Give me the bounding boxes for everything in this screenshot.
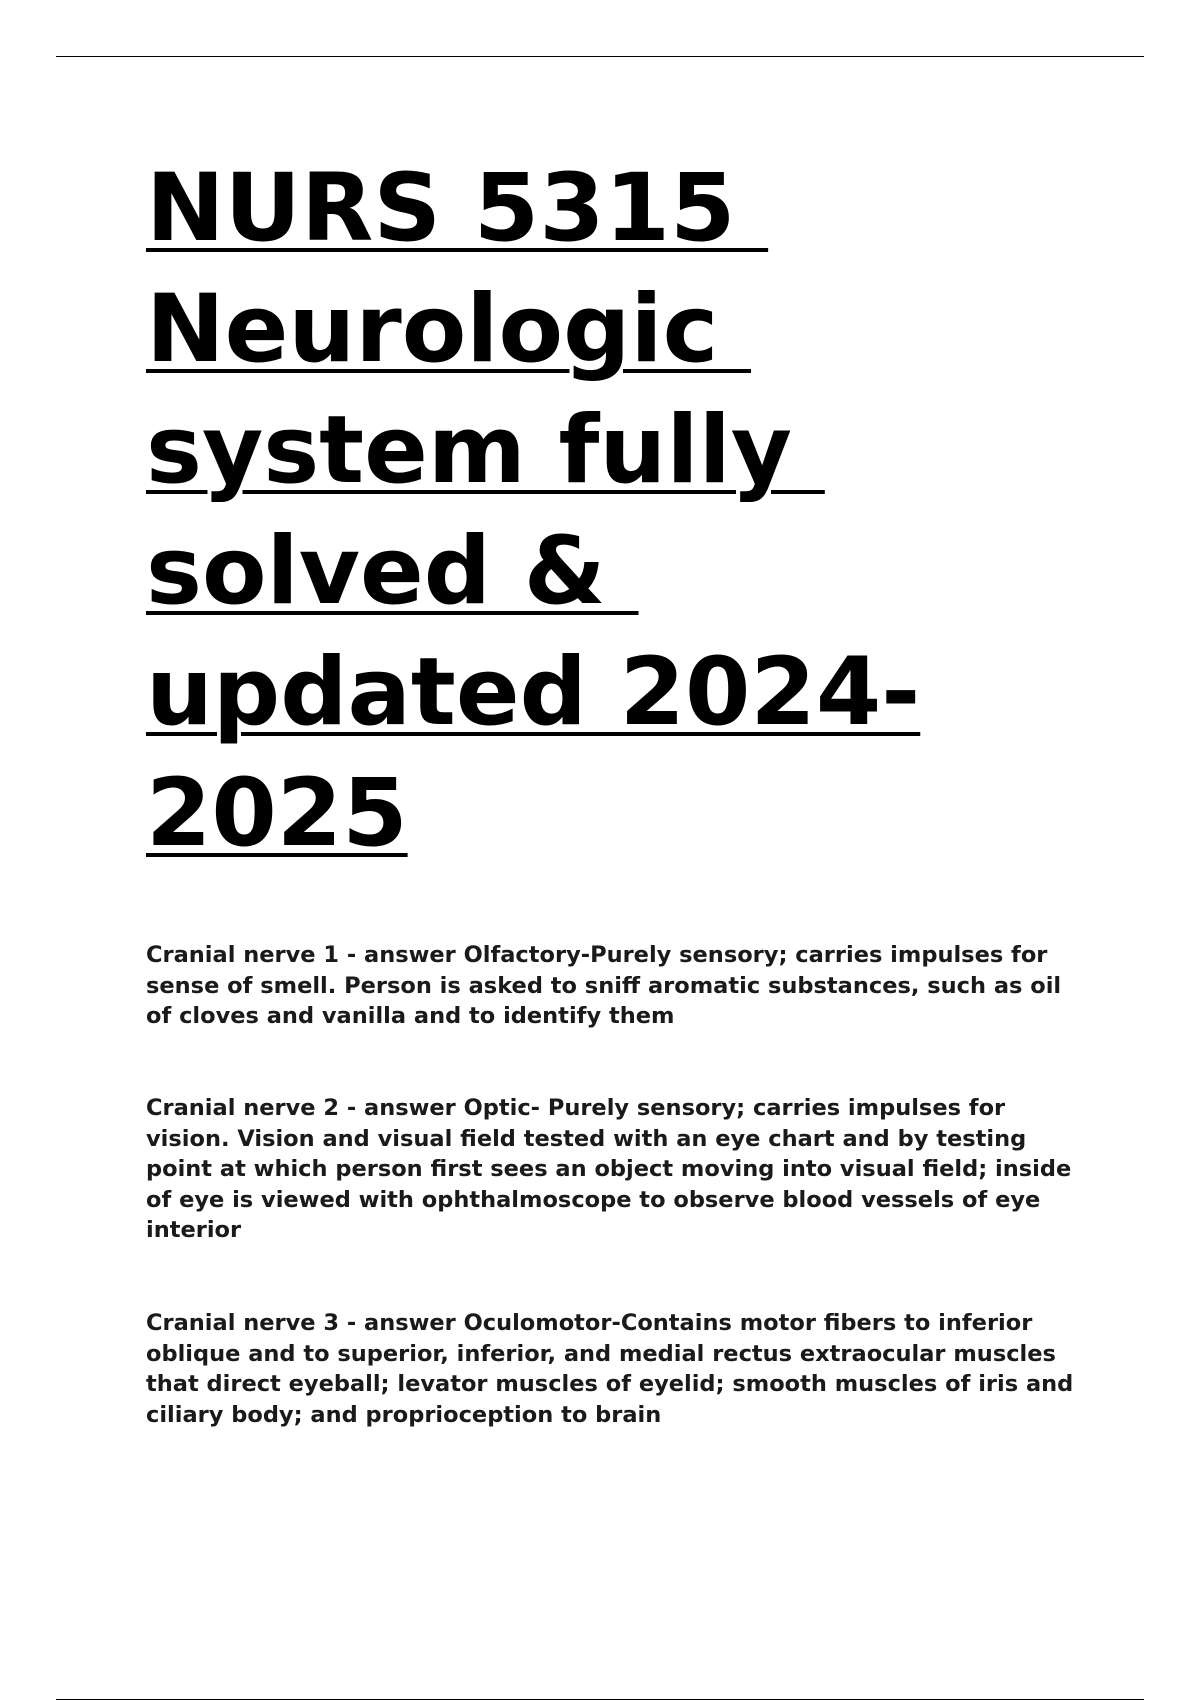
flashcard-entry-cranial-nerve-2: Cranial nerve 2 - answer Optic- Purely sensory; carries impulses for vision. Vision and visual field tested with an eye chart and by testing point at which person first sees an object moving into visual field; inside of eye is viewed with ophthalmoscope to observe blood vessels of eye interior — [146, 1095, 1072, 1243]
top-divider — [56, 56, 1144, 57]
title-line-2: Neurologic — [146, 275, 752, 384]
document-title — [146, 148, 1046, 874]
title-line-5: updated 2024- — [146, 638, 921, 747]
title-line-4: solved & — [146, 517, 639, 626]
title-line-3: system fully — [146, 396, 825, 505]
flashcard-entry-cranial-nerve-1: Cranial nerve 1 - answer Olfactory-Purely sensory; carries impulses for sense of smell. Person is asked to sniff aromatic substances, such as oil of cloves and vanilla and to identify them — [146, 942, 1062, 1029]
title-line-6: 2025 — [146, 759, 408, 868]
title-line-1: NURS 5315 — [146, 154, 769, 263]
flashcard-entry-cranial-nerve-3: Cranial nerve 3 - answer Oculomotor-Contains motor fibers to inferior oblique and to superior, inferior, and medial rectus extraocular muscles that direct eyeball; levator muscles of eyelid; smooth muscles of iris and ciliary body; and proprioception to brain — [146, 1310, 1074, 1428]
